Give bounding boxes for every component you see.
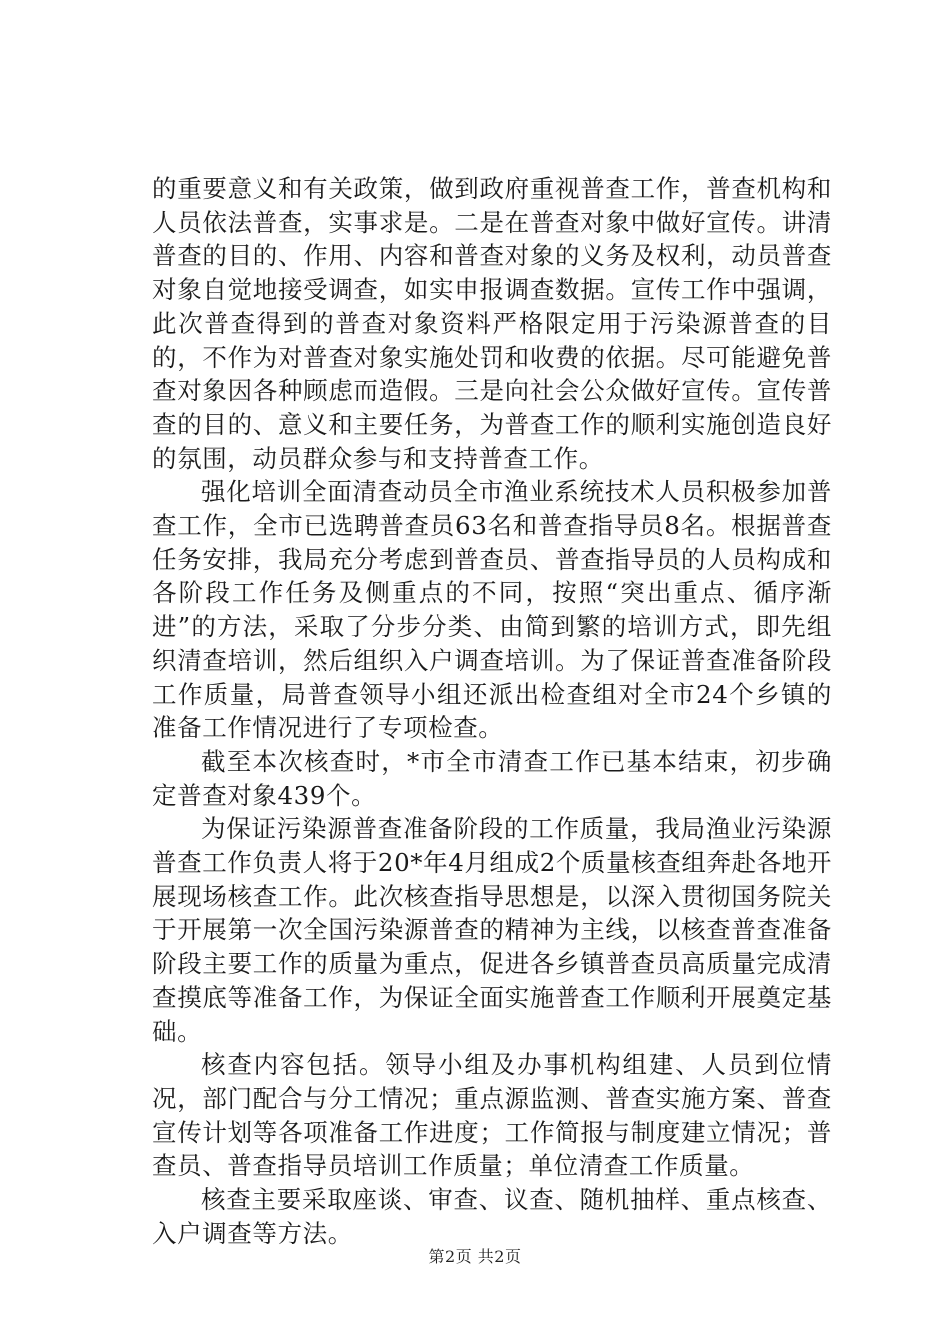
paragraph-4: 为保证污染源普查准备阶段的工作质量，我局渔业污染源普查工作负责人将于20*年4月组成2个质量核查组奔赴各地开展现场核查工作。此次核查指导思想是，以深入贯彻国务院关于开展第一次全国污染源普查的精神为主线，以核查普查准备阶段主要工作的质量为重点，促进各乡镇普查员高质量完成清查摸底等准备工作，为保证全面实施普查工作顺利开展奠定基础。 bbox=[152, 814, 832, 1046]
paragraph-5: 核查内容包括。领导小组及办事机构组建、人员到位情况，部门配合与分工情况；重点源监测、普查实施方案、普查宣传计划等各项准备工作进度；工作简报与制度建立情况；普查员、普查指导员培训工作质量；单位清查工作质量。 bbox=[152, 1050, 832, 1181]
paragraph-2: 强化培训全面清查动员全市渔业系统技术人员积极参加普查工作，全市已选聘普查员63名和普查指导员8名。根据普查任务安排，我局充分考虑到普查员、普查指导员的人员构成和各阶段工作任务及侧重点的不同，按照“突出重点、循序渐进”的方法，采取了分步分类、由简到繁的培训方式，即先组织清查培训，然后组织入户调查培训。为了保证普查准备阶段工作质量，局普查领导小组还派出检查组对全市24个乡镇的准备工作情况进行了专项检查。 bbox=[152, 477, 832, 743]
paragraph-3: 截至本次核查时，*市全市清查工作已基本结束，初步确定普查对象439个。 bbox=[152, 746, 832, 810]
document-body bbox=[152, 172, 832, 1251]
paragraph-1: 的重要意义和有关政策，做到政府重视普查工作，普查机构和人员依法普查，实事求是。二是在普查对象中做好宣传。讲清普查的目的、作用、内容和普查对象的义务及权利，动员普查对象自觉地接受调查，如实申报调查数据。宣传工作中强调，此次普查得到的普查对象资料严格限定用于污染源普查的目的，不作为对普查对象实施处罚和收费的依据。尽可能避免普查对象因各种顾虑而造假。三是向社会公众做好宣传。宣传普查的目的、意义和主要任务，为普查工作的顺利实施创造良好的氛围，动员群众参与和支持普查工作。 bbox=[152, 174, 832, 473]
page-number-footer: 第2页 共2页 bbox=[428, 1247, 522, 1266]
paragraph-6: 核查主要采取座谈、审查、议查、随机抽样、重点核查、入户调查等方法。 bbox=[152, 1185, 832, 1248]
